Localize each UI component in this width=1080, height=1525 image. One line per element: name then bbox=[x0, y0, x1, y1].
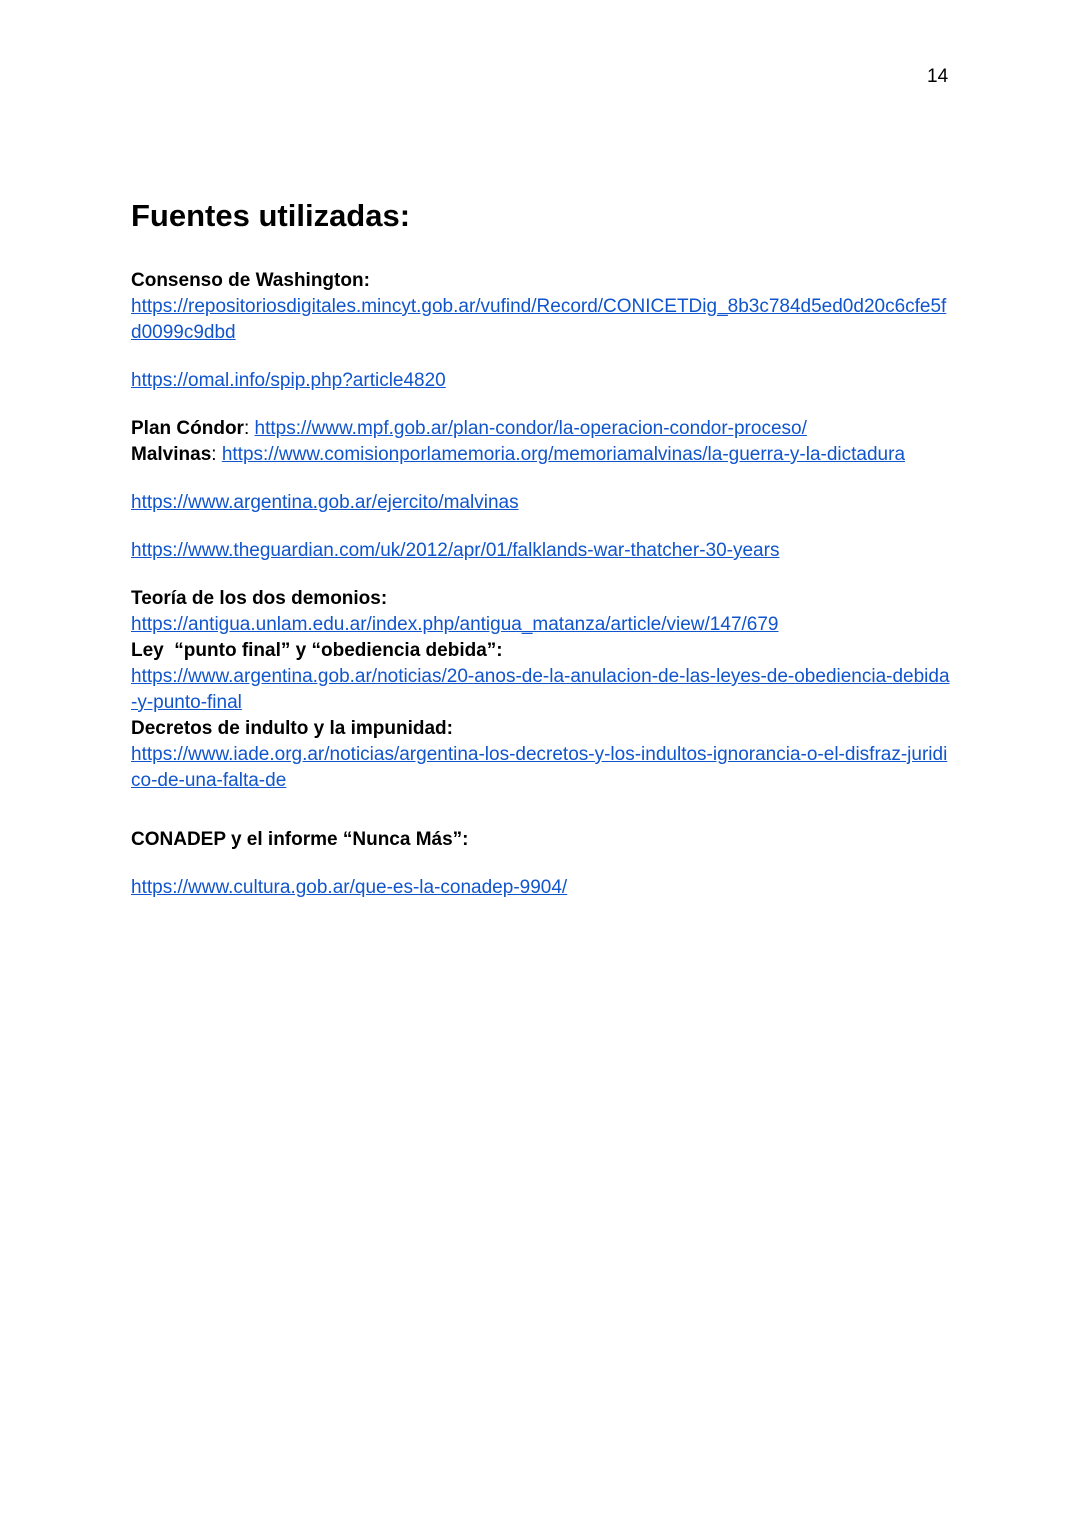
source-label: Teoría de los dos demonios: bbox=[131, 588, 388, 609]
source-link[interactable]: https://antigua.unlam.edu.ar/index.php/antigua_matanza/article/view/147/679 bbox=[131, 614, 779, 635]
separator: : bbox=[243, 418, 255, 439]
source-leyes bbox=[131, 638, 951, 716]
source-label: CONADEP y el informe “Nunca Más”: bbox=[131, 829, 469, 850]
source-dos-demonios bbox=[131, 586, 951, 638]
sources-list bbox=[131, 268, 951, 901]
source-link[interactable]: https://www.argentina.gob.ar/noticias/20-anos-de-la-anulacion-de-las-leyes-de-obediencia-debida-y-punto-final bbox=[131, 666, 950, 713]
source-indultos bbox=[131, 716, 951, 794]
source-washington bbox=[131, 268, 951, 394]
source-label: Malvinas bbox=[131, 444, 212, 465]
source-label: Plan Cóndor bbox=[131, 418, 244, 439]
source-label: Consenso de Washington: bbox=[131, 270, 370, 291]
source-link[interactable]: https://www.iade.org.ar/noticias/argentina-los-decretos-y-los-indultos-ignorancia-o-el-disfraz-juridico-de-una-falta-de bbox=[131, 744, 948, 791]
source-conadep bbox=[131, 827, 951, 901]
source-malvinas bbox=[131, 442, 951, 564]
source-link[interactable]: https://www.comisionporlamemoria.org/memoriamalvinas/la-guerra-y-la-dictadura bbox=[221, 444, 906, 465]
page-title: Fuentes utilizadas: bbox=[131, 198, 411, 233]
source-condor bbox=[131, 416, 951, 442]
source-label: Decretos de indulto y la impunidad: bbox=[131, 718, 453, 739]
source-link[interactable]: https://www.cultura.gob.ar/que-es-la-conadep-9904/ bbox=[131, 877, 568, 898]
source-link[interactable]: https://www.argentina.gob.ar/ejercito/malvinas bbox=[131, 492, 519, 513]
source-link[interactable]: https://repositoriosdigitales.mincyt.gob.ar/vufind/Record/CONICETDig_8b3c784d5ed0d20c6cfe5fd0099c9dbd bbox=[131, 296, 947, 343]
page-number: 14 bbox=[927, 66, 949, 87]
separator: : bbox=[211, 444, 222, 465]
source-link[interactable]: https://omal.info/spip.php?article4820 bbox=[131, 370, 446, 391]
source-link[interactable]: https://www.mpf.gob.ar/plan-condor/la-operacion-condor-proceso/ bbox=[254, 418, 807, 439]
source-link[interactable]: https://www.theguardian.com/uk/2012/apr/01/falklands-war-thatcher-30-years bbox=[131, 540, 780, 561]
source-label: Ley “punto final” y “obediencia debida”: bbox=[131, 640, 503, 661]
